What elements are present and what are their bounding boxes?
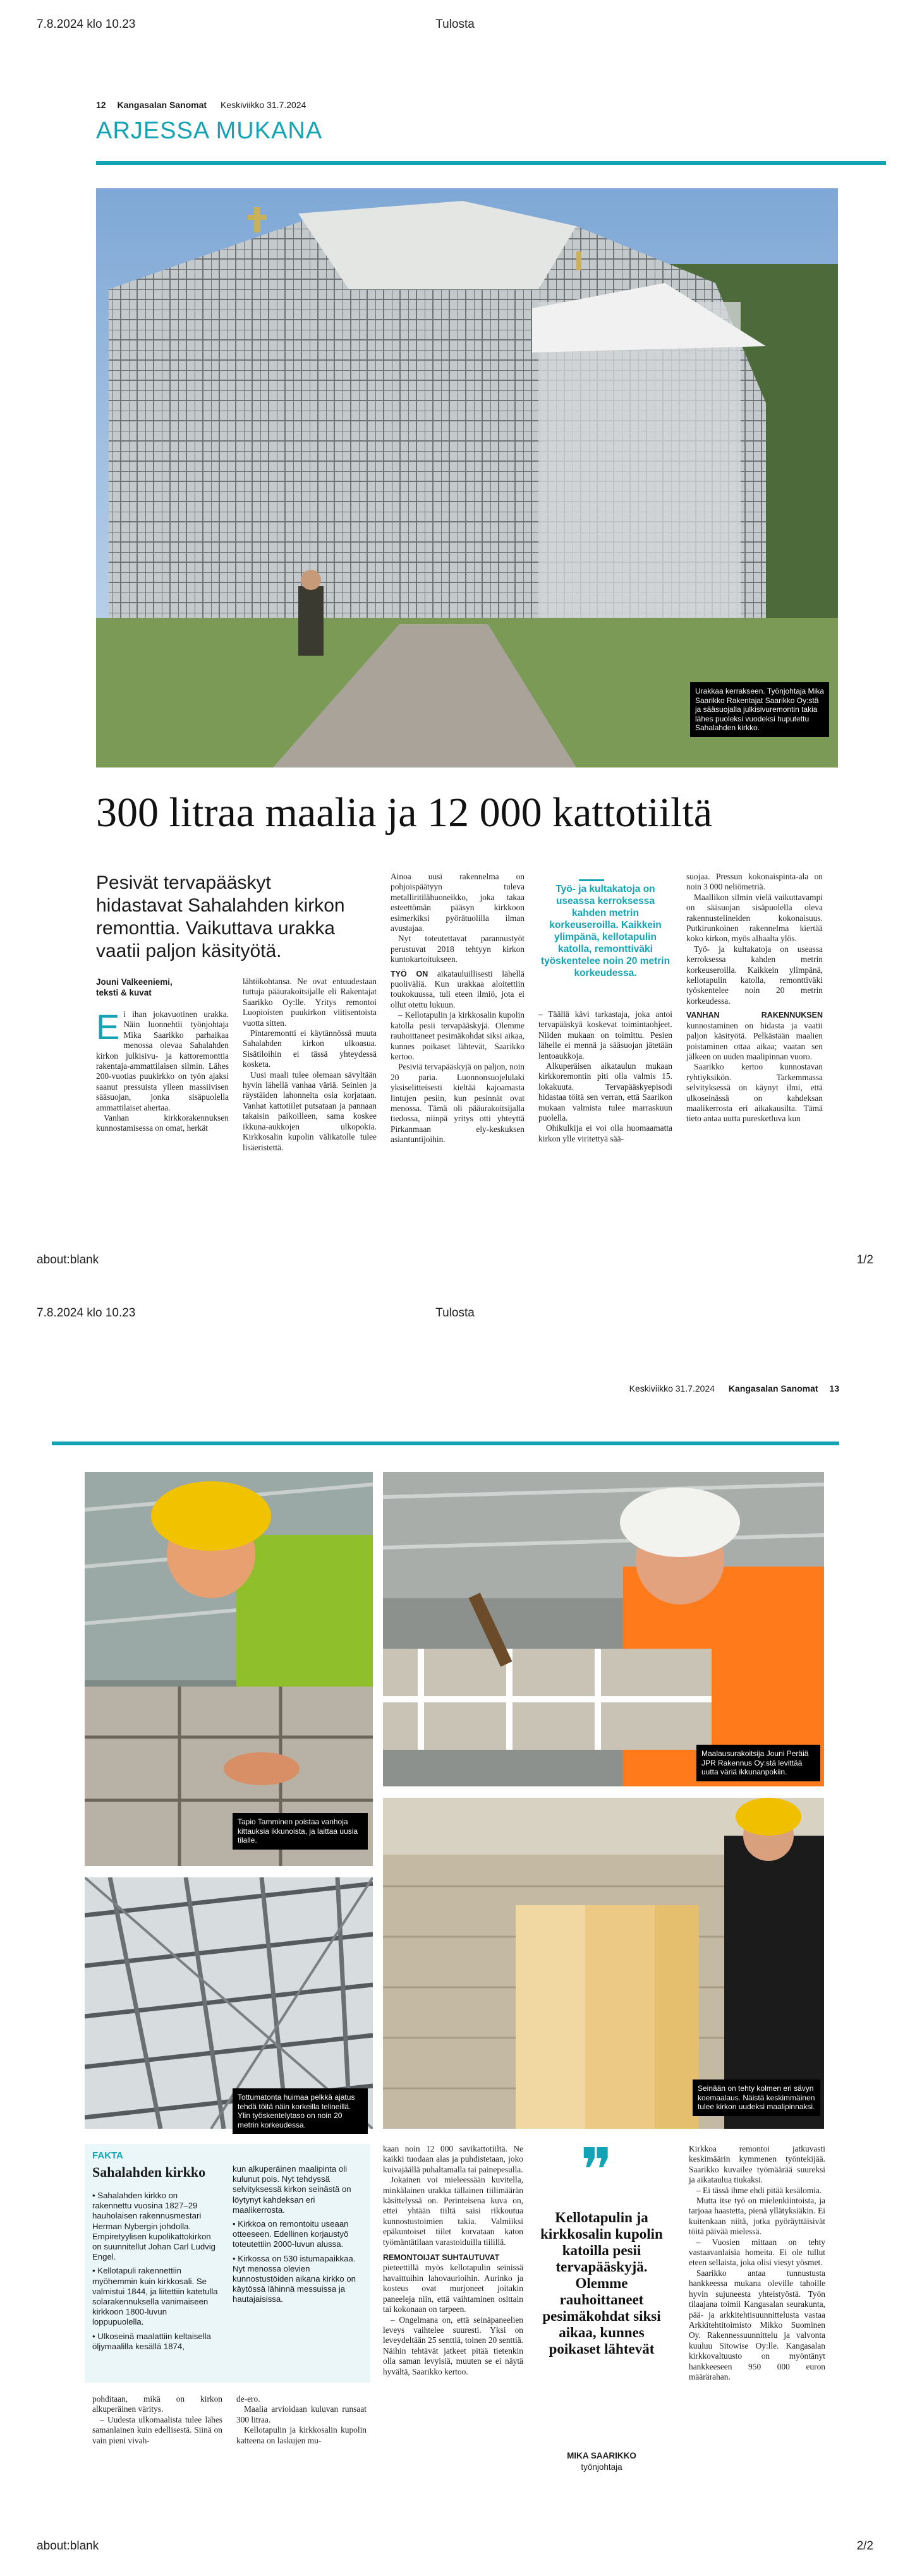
page1-header [96,100,886,112]
paper-name-2: Kangasalan Sanomat [728,1383,818,1393]
colE-p3: Mutta itse työ on mielenkiintoista, ja tarjoaa haastetta, pienä yllätyksiäkin. Ei kuitenkaan niitä, jotka pyöräyttäisivät töitä päivää mielessä. [689,2196,825,2237]
col3-p2: Nyt toteutettavat parannustyöt perustuvat 2018 tehtyyn kirkon kuntokartoitukseen. [391,934,525,965]
article-column-c [383,2144,523,2377]
col5-subhead: VANHAN RAKENNUKSEN [686,1011,823,1020]
quote-role: työnjohtaja [581,2462,622,2472]
article-column-2 [243,977,377,1153]
footer-page: 1/2 [856,1253,873,1267]
col2-p3: Uusi maali tulee olemaan sävyltään hyvin lähellä vanhaa väriä. Seinien ja räystäiden lahonneita osia korjataan. Vanhat kattotiilet putsataan ja pannaan takaisin paikoilleen, sama koskee ikkuna-aukkojen ulkopokia. Kirkkosalin kupolin välikatolle tulee lisäeristettä. [243,1069,377,1152]
colE-p1: Kirkkoa remontoi jatkuvasti keskimäärin kymmenen työntekijää. Saarikko kuvailee työmäärää suureksi ja aikataulua tiukaksi. [689,2144,825,2185]
col5-p5: Saarikko kertoo kunnostavan ryhtiyksikön. Tarkemmassa selvityksessä on käynyt ilmi, että ulkoseinässä on kahdeksan maalikerrosta eri aikakausilta. Tämä tieto antaa uutta puresketluva kun [686,1062,823,1124]
article-column-e [689,2144,825,2382]
col4-p1: – Täällä kävi tarkastaja, joka antoi tervapääskyä koskevat toimintaohjeet. Niiden mukaan on toimittu. Pesien lähelle ei mennä ja sääsuojan jätetään lentoaukkoja. [538,1009,672,1061]
colC-subhead: REMONTOIJAT SUHTAUTUVAT [383,2253,500,2263]
col3-p3: aikatauluillisesti lähellä puoliväliä. Kun urakkaa aloitettiin toukokuussa, tuli eteen ilmiö, jota ei ollut otettu lukuun. [391,968,525,1009]
fakta-item: • Kirkkoa on remontoitu useaan otteeseen. Edellinen korjaustyö toteutettiin 2000-luvun alussa. [233,2219,349,2249]
paper-name: Kangasalan Sanomat [117,100,207,110]
fakta-item: • Ulkoseinä maalattiin keltaisella öljymaalilla kesällä 1874, [92,2331,211,2351]
big-quote: Kellotapulin ja kirkkosalin kupolin katoilla pesii tervapääskyjä. Olemme rauhoittaneet pesimäkohdat siksi aikaa, kunnes poikaset lähtevät [540,2210,663,2357]
col3-p5: Pesiviä tervapääskyjä on paljon, noin 20 paria. Luonnonsuojelulaki yksiselitteisesti kieltää kajoamasta lintujen pesiin, kun pesinnät ovat menossa. Tämä oli pääurakoitsijalla tiedossa, niinpä yritys otti yhteyttä Pirkanmaan ely-keskuksen asiantuntijoihin. [391,1062,525,1145]
col4-p3: Ohikulkija ei voi olla huomaamatta kirkon ylle viritettyä sää- [538,1123,672,1143]
article-column-3 [391,872,525,1145]
colE-p2: – Ei tässä ihme ehdi pitää kesälomia. [696,2185,822,2195]
print-title-2: Tulosta [435,1306,475,1320]
fakta-item: • Kirkossa on 530 istumapaikkaa. Nyt menossa olevien kunnostustöiden aikana kirkko on käytössä lähinnä messuissa ja hautajaisissa. [233,2253,356,2304]
col5-p4: kunnostaminen on hidasta ja vaatii paljon käsityötä. Pelkästään maalien poistaminen ottaa aikaa; vaatan sen jälkeen on uuden maalipinnan vuoro. [686,1020,823,1061]
page-number: 12 [96,100,106,110]
col5-p1: suojaa. Pressun kokonaispinta-ala on noin 3 000 neliömetriä. [686,872,823,892]
fakta-item: • Sahalahden kirkko on rakennettu vuosina 1827–29 hauholaisen rakennusmestari Herman Nybergin johdolla. Empiretyylisen kupolikattokirkon on suunnitellut Johan Carl Ludvig Engel. [92,2191,216,2262]
colC-p2: Jokainen voi mieleessään kuvitella, minkälainen urakka tällainen tiilimäärän käsittelyssä on. Perinteisena kuva on, ettei yhtään tiiltä saisi rikkoutua kunnostustoimien takia. Valmiiksi epäkuntoiset tiilet korvataan katon työmäntätilaan varastoiduilla tiilillä. [383,2175,523,2247]
article-column-5 [686,872,823,1124]
col1-p1b: Näin luonnehtii työnjohtaja Mika Saarikko parhaikaa menossa olevaa Sahalahden kirkon julkisivu- ja kattoremonttia rakentaja-ammattilaisen silmin. Lähes 200-vuotias puukirkko on työn ajaksi saanut pressuista ylleen massiivisen sääsuojan, jonka sisäpuolella ammattilaiset ahertaa. [96,1020,229,1112]
photo-window-putty-worker [85,1472,373,1866]
photo-painter-window [383,1472,824,1786]
print-date: 7.8.2024 klo 10.23 [37,18,136,31]
byline-role: teksti & kuvat [96,988,152,997]
byline [96,977,241,998]
print-date-2: 7.8.2024 klo 10.23 [37,1306,136,1320]
col4-p2: Alkuperäisen aikataulun mukaan kirkkoremontin piti olla valmis 15. lokakuuta. Tervapääskyepisodi hidastaa töitä sen verran, että Saarikon mukaan valmista tulee marraskuun puolella. [538,1061,672,1123]
col5-p3: Työ- ja kultakatoja on useassa kerroksessa kahden metrin korkeuseroilla. Kaikkein ylimpänä, kellotapulin katolla, remonttiväki työskentelee noin 20 metrin korkeudessa. [686,944,823,1006]
print-title: Tulosta [435,18,475,31]
page2-header [96,1383,839,1393]
page-number-2: 13 [829,1383,839,1393]
footer-url: about:blank [37,1253,99,1267]
lead-text: Pesivät tervapääskyt hidastavat Sahalahden kirkon remonttia. Vaikuttava urakka vaatii paljon käsityötä. [96,872,345,961]
article-column-b [236,2394,367,2446]
pullquote-rule [579,879,604,881]
pullquote: Työ- ja kultakatoja on useassa kerroksessa kahden metrin korkeuseroilla. Kaikkein ylimpänä, kellotapulin katolla, remonttiväki työskentelee noin 20 metrin korkeudessa. [540,884,670,978]
col1-first: i ihan jokavuotinen urakka. [123,1009,229,1019]
section-title: ARJESSA MUKANA [96,117,323,144]
hero-caption: Urakkaa kerrakseen. Työnjohtaja Mika Saarikko Rakentajat Saarikko Oy:stä ja sääsuojalla julkisivuremontin takia lähes puoleksi vuodeksi huputettu Sahalahden kirkko. [690,682,829,737]
fakta-item: kun alkuperäinen maalipinta oli kulunut pois. Nyt tehdyssä selvityksessä kirkon seinästä on löytynyt kahdeksan eri maalikerrosta. [233,2164,351,2215]
col3-p4: – Kellotapulin ja kirkkosalin kupolin katolla pesii tervapääskyjä. Olemme rauhoittaneet pesimäkohdat siksi aikaa, kunnes poikaset lähtevät, Saarikko kertoo. [391,1010,525,1061]
caption-1: Tapio Tamminen poistaa vanhoja kittauksia ikkunoista, ja laittaa uusia tilalle. [233,1813,368,1850]
footer-url-2: about:blank [37,2539,99,2553]
quote-name: MIKA SAARIKKO [567,2451,636,2460]
drop-cap: E [96,1007,120,1047]
col1-p2: Vanhan kirkkorakennuksen kunnostamisessa on omat, herkät [96,1113,229,1133]
colC-p4: – Ongelmana on, että seinäpaneelien leveys vaihtelee suuresti. Yksi on leveydeltään 25 senttiä, toinen 20 senttiä. Näihin tehtävät jatkeet pitää tietenkin olla saman levyisiä, muuten se ei näytä hyvältä, Saarikko kertoo. [383,2314,523,2376]
article-column-4 [538,1009,672,1144]
byline-name: Jouni Valkeeniemi, [96,977,173,987]
col2-p1: lähtökohtansa. Ne ovat entuudestaan tuttuja pääurakoitsijalle eli Rakentajat Saarikko Oy:lle. Yritys remontoi Luopioisten puukirkon viitisentoista vuotta sitten. [243,977,377,1028]
colA-p1: pohditaan, mikä on kirkon alkuperäinen väritys. [92,2394,222,2414]
headline: 300 litraa maalia ja 12 000 kattotiiltä [96,790,713,836]
colB-p2: Maalia arvioidaan kuluvan runsaat 300 litraa. [236,2404,367,2424]
fakta-title: Sahalahden kirkko [92,2164,206,2180]
colC-p3: pieteettillä myös kellotapulin seinissä havaittuihin lahovaurioihin. Aurinko ja kosteus ovat murjoneet joitakin paneeleja niin, että vaihtaminen osittain tai kokonaan on tarpeen. [383,2263,523,2314]
fakta-list-2 [233,2164,364,2305]
fakta-item: • Kellotapuli rakennettiin myöhemmin kuin kirkkosali. Se valmistui 1844, ja liitettiin katetulla solarakennuksella vanimaiseen kirkkoon 1800-luvun loppupuolella. [92,2266,218,2327]
quote-mark-icon: ❞ [580,2135,613,2206]
colB-p3: Kellotapulin ja kirkkosalin kupolin katteena on laskujen mu- [236,2425,367,2445]
hero-photo-church-scaffolding [96,188,838,767]
fakta-list-1 [92,2191,219,2352]
colE-p4: – Vuosien mittaan on tehty vastaavanlaisia homeita. Ei ole tullut eteen sellaista, joka olisi viesyt yösmet. [689,2237,825,2268]
footer-page-2: 2/2 [856,2539,873,2553]
article-column-1 [96,1009,229,1134]
col2-p2: Pintaremontti ei käytännössä muuta Sahalahden kirkon ulkoasua. Sisätiloihin ei tässä yhteydessä kosketa. [243,1028,377,1069]
caption-2: Maalausurakoitsija Jouni Peräiä JPR Rakennus Oy:stä levittää uutta väriä ikkunanpokiin. [696,1745,820,1781]
fakta-label: FAKTA [92,2150,123,2161]
article-column-a [92,2394,222,2446]
col3-subhead: TYÖ ON [391,969,428,978]
section-rule [96,161,886,165]
caption-4: Seinään on tehty kolmen eri sävyn koemaalaus. Näistä keskimmäinen tulee kirkon uudeksi maalipinnaksi. [693,2079,820,2116]
issue-date: Keskiviikko 31.7.2024 [220,100,306,110]
colE-p5: Saarikko antaa tunnustusta hankkeessa mukana oleville tahoille hyvin sujuneesta yhteistyöstä. Työn tilaajana toimii Kangasalan seurakunta, pää- ja arkkitehtisuunnittelusta vastaa Arkkitehtitoimisto Mikko Suominen Oy. Rakennessuunnittelu ja valvonta kuuluu Sitowise Oy:lle. Kangasalan kirkkovaltuusto on myöntänyt hankkeeseen 950 000 euron määrärahan. [689,2268,825,2381]
colB-p1: de-ero. [236,2394,260,2404]
caption-3: Tottumatonta huimaa pelkkä ajatus tehdä töitä näin korkeilla telineillä. Ylin työskentelytaso on noin 20 metrin korkeudessa. [233,2088,368,2134]
colC-p1: kaan noin 12 000 savikattotiiltä. Ne kaikki tuodaan alas ja puhdistetaan, joko kuivajäällä puhaltamalla tai painepesulla. [383,2144,523,2174]
colA-p2: – Uudesta ulkomaalista tulee lähes samanlainen kuin edellisestä. Siinä on vain pieni vivah- [92,2414,222,2445]
issue-date-2: Keskiviikko 31.7.2024 [629,1383,715,1393]
section-rule-2 [52,1441,839,1445]
col3-p1: Ainoa uusi rakennelma on pohjoispäätyyn tuleva metalliritilähuoneikko, joka takaa esteettömän pääsyn kirkkoon esimerkiksi pyörätuolilla ilman avustajaa. [391,872,525,934]
col5-p2: Maallikon silmin vielä vaikuttavampi on sääsuojan sisäpuolella oleva rakennustelineiden kokonaisuus. Putkirunkoinen rakennelma kiertää koko kirkon, myös alhaalta ylös. [686,892,823,944]
